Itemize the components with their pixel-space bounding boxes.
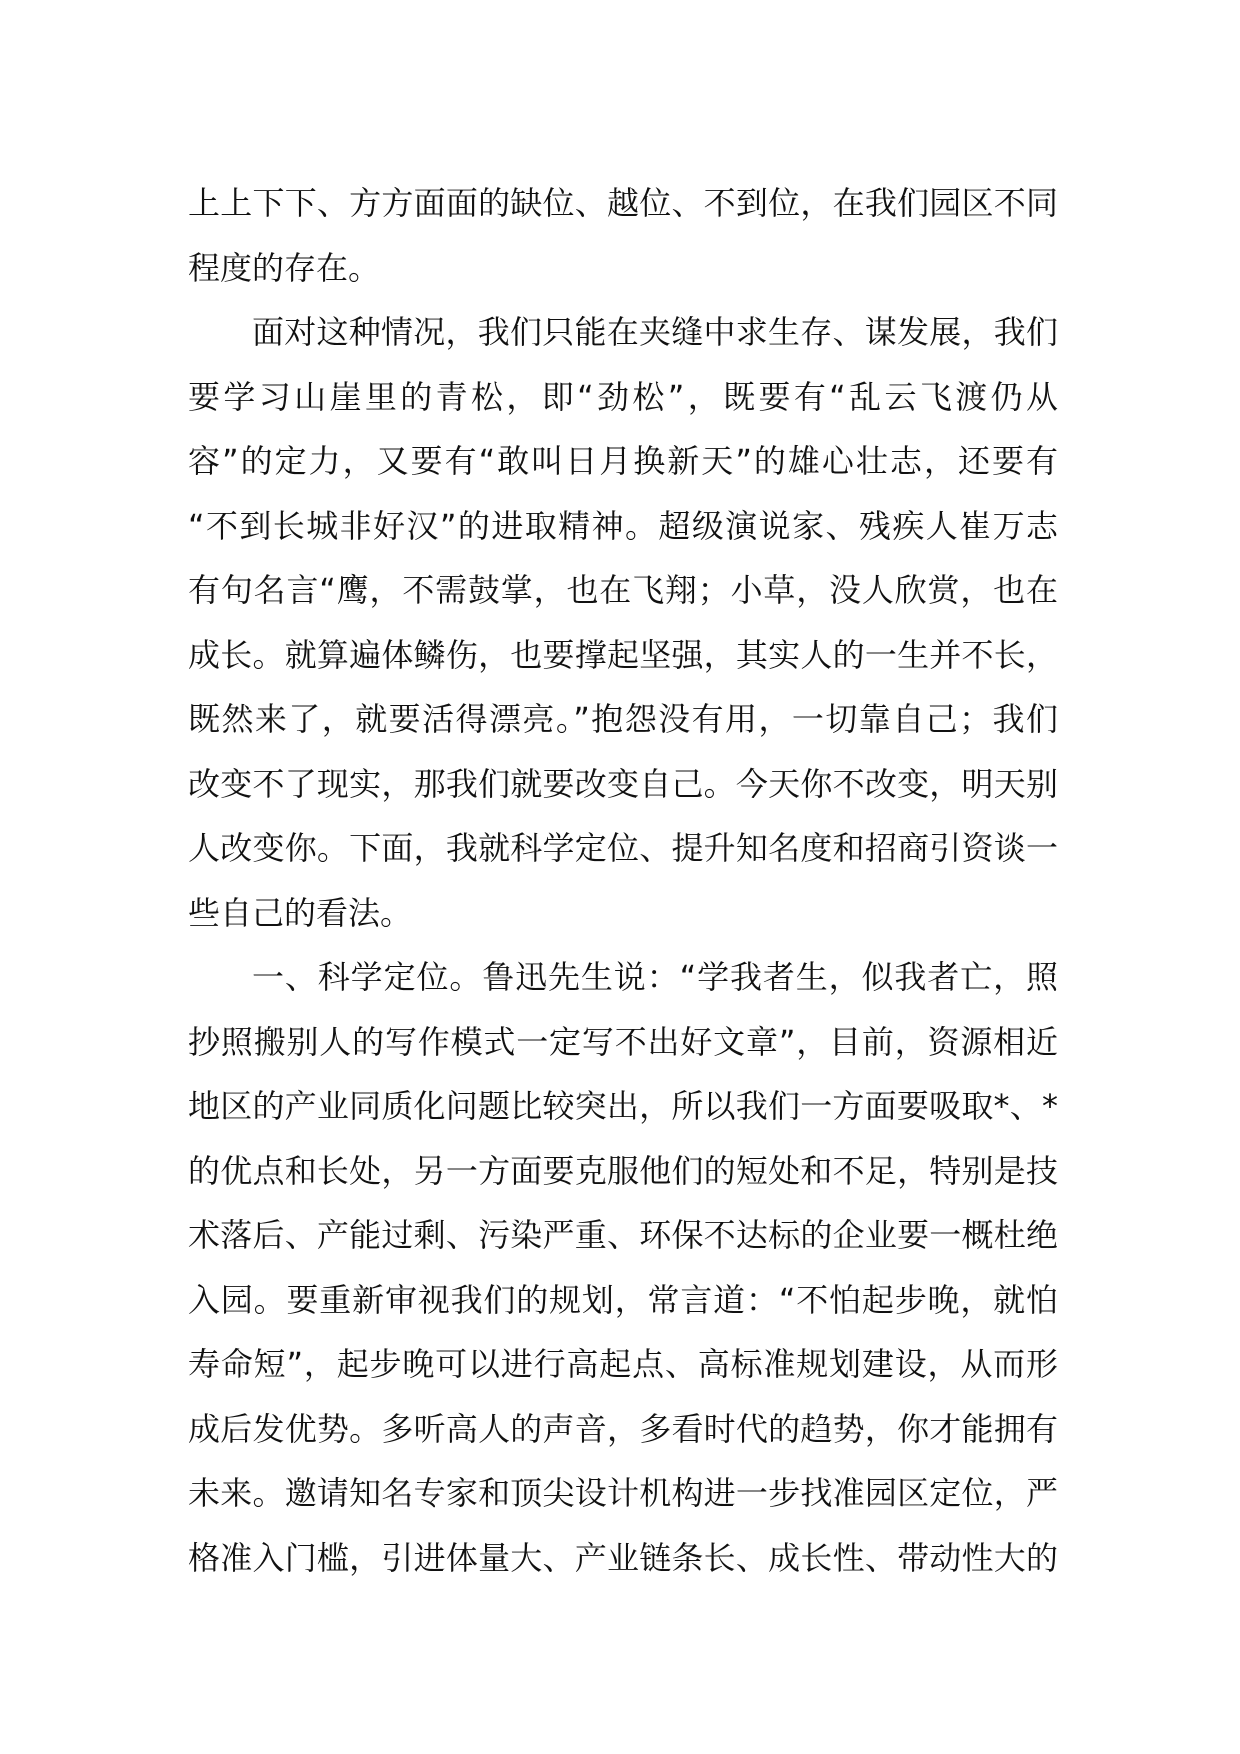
text-line: 格准入门槛，引进体量大、产业链条长、成长性、带动性大的 [188, 1538, 1058, 1577]
text-line: 要学习山崖里的青松，即“劲松”，既要有“乱云飞渡仍从 [188, 377, 1058, 416]
text-line: 改变不了现实，那我们就要改变自己。今天你不改变，明天别 [188, 764, 1058, 803]
text-line: 程度的存在。 [188, 248, 381, 287]
text-line: 一、科学定位。鲁迅先生说：“学我者生，似我者亡，照 [252, 958, 1058, 996]
document-body [188, 171, 1058, 1590]
text-line: 些自己的看法。 [188, 893, 413, 932]
text-line: 有句名言“鹰，不需鼓掌，也在飞翔；小草，没人欣赏，也在 [188, 571, 1058, 609]
text-line: 容”的定力，又要有“敢叫日月换新天”的雄心壮志，还要有 [188, 442, 1058, 480]
text-line: 术落后、产能过剩、污染严重、环保不达标的企业要一概杜绝 [188, 1216, 1058, 1254]
text-line: 成后发优势。多听高人的声音，多看时代的趋势，你才能拥有 [188, 1409, 1058, 1448]
paragraph-1 [188, 171, 1058, 300]
text-line: 地区的产业同质化问题比较突出，所以我们一方面要吸取*、* [188, 1087, 1058, 1125]
paragraph-3 [188, 945, 1058, 1590]
text-line: 抄照搬别人的写作模式一定写不出好文章”，目前，资源相近 [188, 1022, 1058, 1061]
text-line: 寿命短”，起步晚可以进行高起点、高标准规划建设，从而形 [188, 1345, 1058, 1383]
text-line: 入园。要重新审视我们的规划，常言道：“不怕起步晚，就怕 [188, 1280, 1058, 1319]
paragraph-2 [188, 300, 1058, 945]
text-line: “不到长城非好汉”的进取精神。超级演说家、残疾人崔万志 [188, 506, 1058, 545]
text-line: 的优点和长处，另一方面要克服他们的短处和不足，特别是技 [188, 1151, 1058, 1190]
text-line: 未来。邀请知名专家和顶尖设计机构进一步找准园区定位，严 [188, 1474, 1058, 1512]
text-line: 成长。就算遍体鳞伤，也要撑起坚强，其实人的一生并不长， [188, 635, 1058, 674]
text-line: 面对这种情况，我们只能在夹缝中求生存、谋发展，我们 [252, 313, 1058, 351]
text-line: 上上下下、方方面面的缺位、越位、不到位，在我们园区不同 [188, 184, 1058, 222]
text-line: 人改变你。下面，我就科学定位、提升知名度和招商引资谈一 [188, 829, 1058, 867]
text-line: 既然来了，就要活得漂亮。”抱怨没有用，一切靠自己；我们 [188, 700, 1058, 738]
